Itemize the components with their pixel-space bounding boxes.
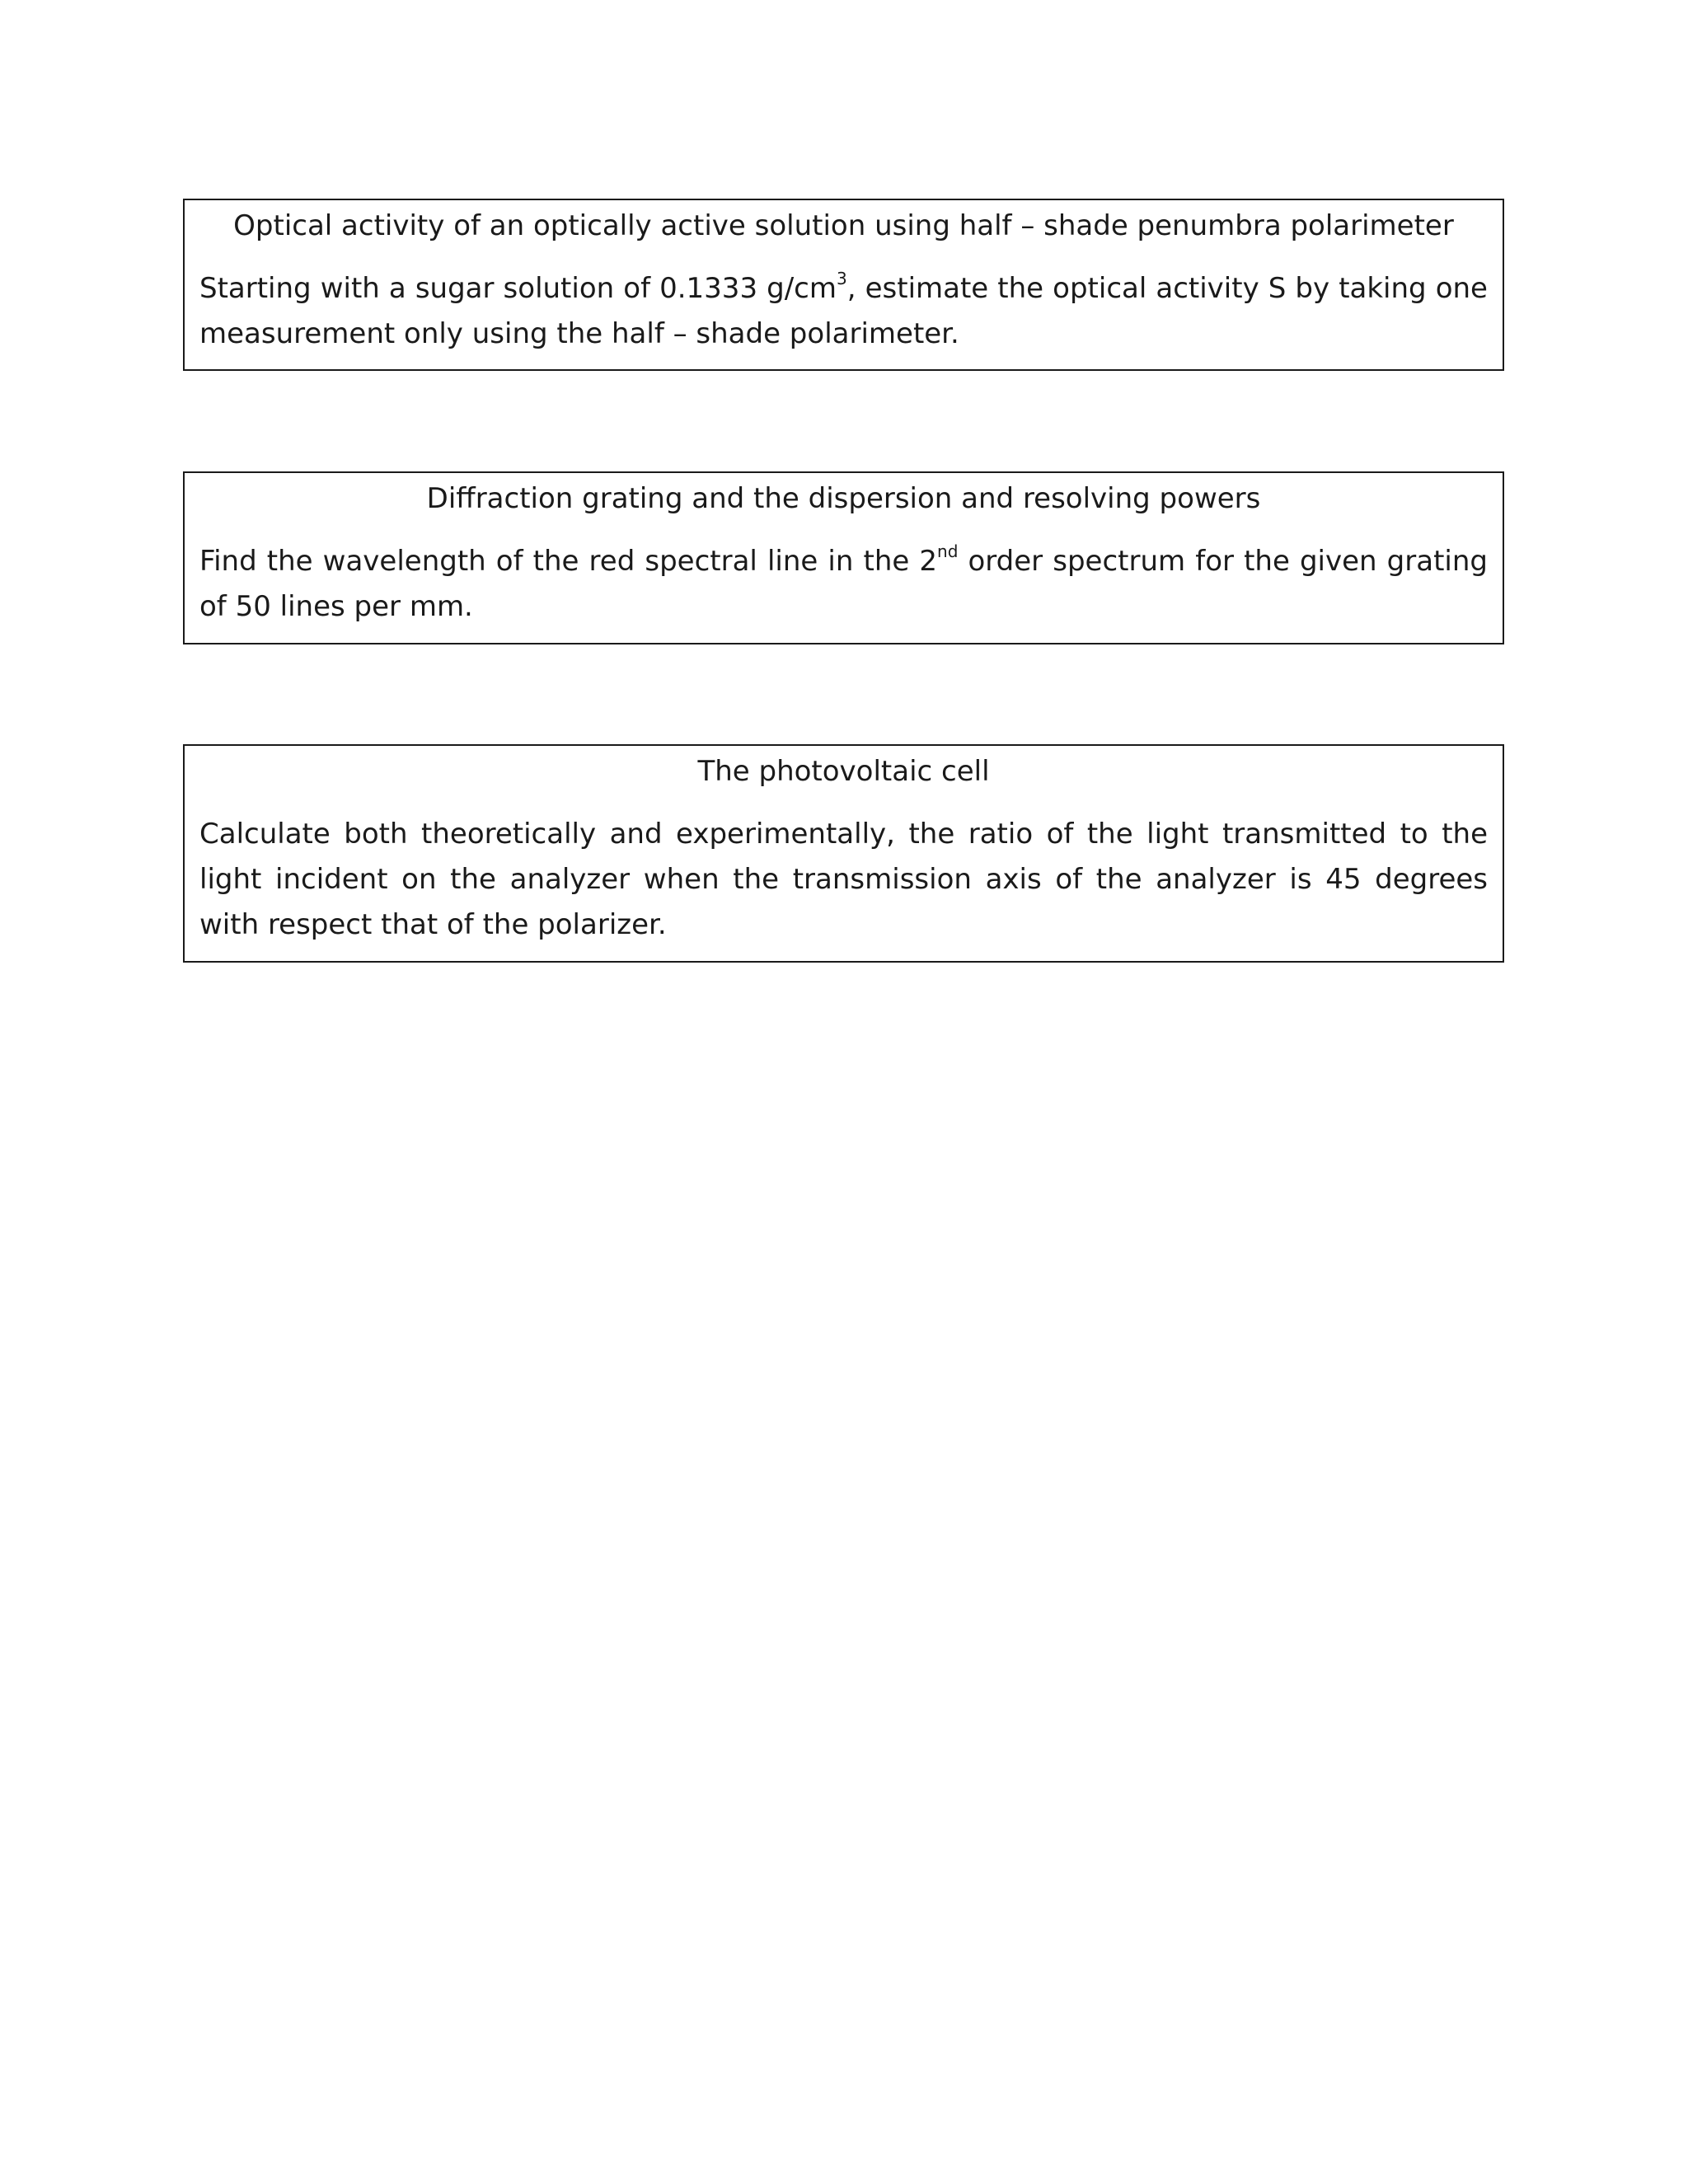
task-superscript: nd: [937, 541, 959, 561]
experiment-task: [199, 266, 1488, 357]
task-text-continued: , estimate the optical activity S by taking one measurement only using the half – shade polarimeter.: [199, 272, 1488, 350]
experiment-box-optical-activity: [183, 199, 1504, 371]
experiment-title: Diffraction grating and the dispersion and resolving powers: [426, 482, 1261, 515]
experiment-task: [199, 812, 1488, 948]
task-text: Find the wavelength of the red spectral line in the 2: [199, 545, 938, 578]
experiment-box-diffraction-grating: [183, 471, 1504, 644]
task-text-continued: order spectrum for the given grating of 50 lines per mm.: [199, 545, 1488, 623]
task-text: Calculate both theoretically and experimentally, the ratio of the light transmitted to the light incident on the analyzer when the transmission axis of the analyzer is 45 degrees with respect that of the polarizer.: [199, 818, 1488, 941]
experiment-box-photovoltaic-cell: [183, 744, 1504, 963]
task-superscript: 3: [837, 269, 847, 288]
experiment-task: [199, 539, 1488, 630]
task-text: Starting with a sugar solution of 0.1333 g/cm: [199, 272, 837, 305]
experiment-title: The photovoltaic cell: [697, 755, 990, 788]
experiment-title: Optical activity of an optically active solution using half – shade penumbra polarimeter: [233, 209, 1454, 242]
